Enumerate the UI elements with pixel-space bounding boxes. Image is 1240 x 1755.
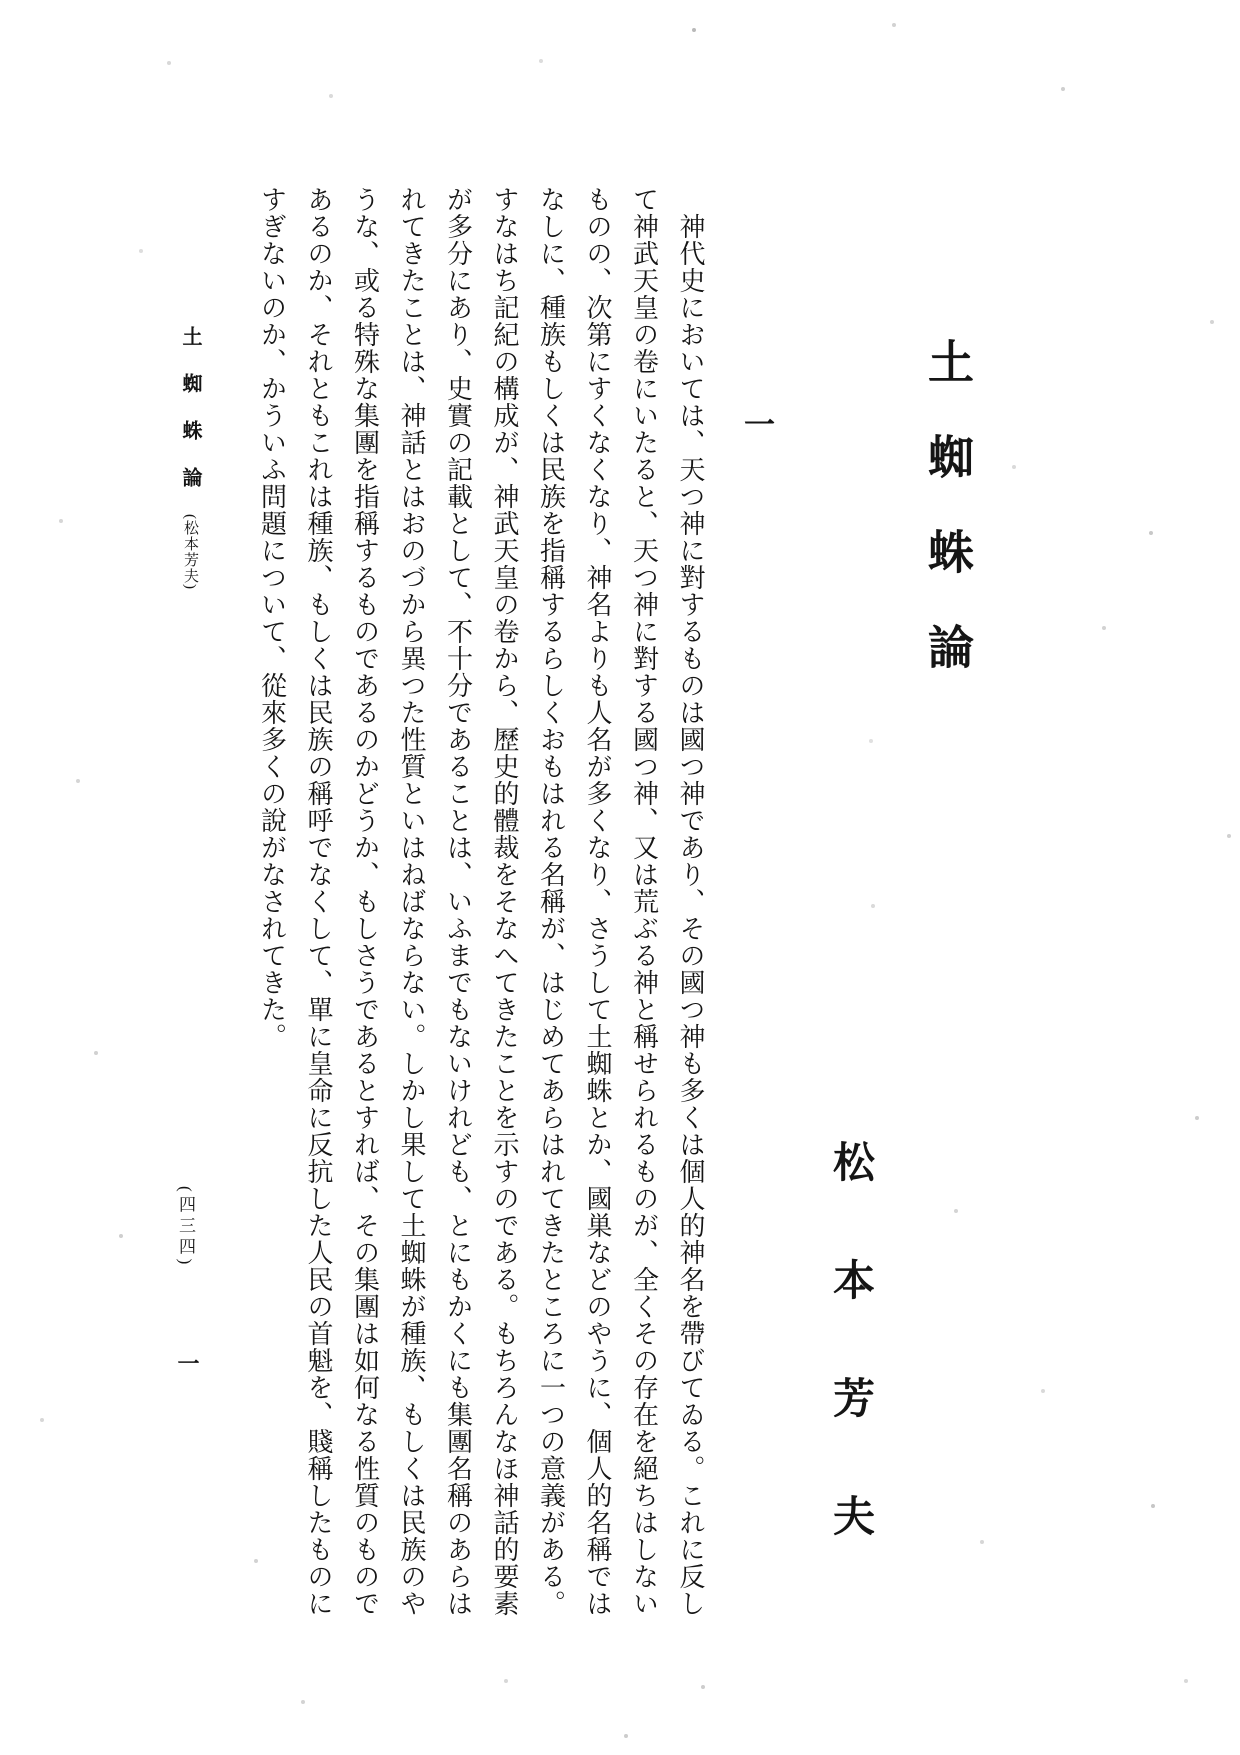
page-number: 一 [175,1352,200,1374]
text-column-5: すなはち記紀の構成が、神武天皇の卷から、歷史的體裁をそなへてきたことを示すのである。もちろんなほ神話的要素 [490,186,519,1617]
running-title-text: 土蜘蛛論 [179,326,201,514]
running-title [180,326,200,590]
text-column-1: 神代史においては、天つ神に對するものは國つ神であり、その國つ神も多くは個人的神名を帶びてゐる。これに反し [676,213,705,1617]
running-title-author: (松本芳夫) [182,514,198,590]
section-number: 一 [739,408,774,439]
text-column-3: ものの、次第にすくなくなり、神名よりも人名が多くなり、さうして土蜘蛛とか、國巣などのやうに、個人的名稱では [583,186,612,1617]
text-column-9: あるのか、それともこれは種族、もしくは民族の稱呼でなくして、單に皇命に反抗した人民の首魁を、賤稱したものに [304,186,333,1617]
body-text [248,186,713,1621]
scan-noise [0,0,2,2]
author-name: 松本芳夫 [827,1140,873,1612]
text-column-7: れてきたことは、神話とはおのづから異つた性質といはねばならない。しかし果して土蜘蛛が種族、もしくは民族のや [397,186,426,1617]
text-column-4: なしに、種族もしくは民族を指稱するらしくおもはれる名稱が、はじめてあらはれてきたところに一つの意義がある。 [536,186,566,1617]
article-title: 土蜘蛛論 [922,338,973,718]
text-column-10: すぎないのか、かういふ問題について、從來多くの說がなされてきた。 [257,186,287,1050]
folio-number: (四三四) [176,1186,195,1269]
text-column-6: が多分にあり、史實の記載として、不十分であることは、いふまでもないけれども、とにもかくにも集團名稱のあらは [443,186,473,1617]
text-column-8: うな、或る特殊な集團を指稱するものであるのかどうか、もしさうであるとすれば、その集團は如何なる性質のもので [350,186,380,1617]
text-column-2: て神武天皇の卷にいたると、天つ神に對する國つ神、又は荒ぶる神と稱せられるものが、全くその存在を絕ちはしない [629,186,659,1617]
